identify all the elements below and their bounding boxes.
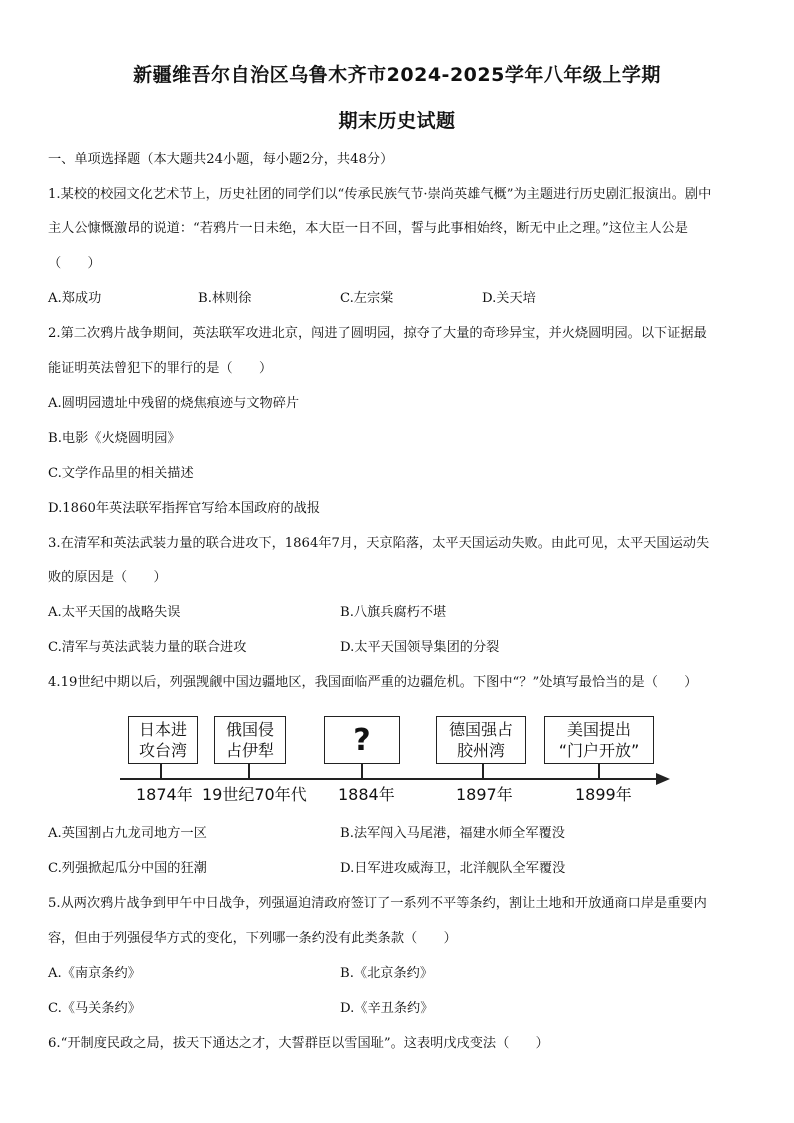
question-5-text: 容，但由于列强侵华方式的变化，下列哪一条约没有此类条款（ ）: [48, 931, 457, 946]
timeline-box-text: 美国提出: [566, 720, 631, 739]
q5-option-b: B.《北京条约》: [340, 966, 434, 981]
section-heading: 一、单项选择题（本大题共24小题，每小题2分，共48分）: [48, 152, 394, 167]
question-2-text: 能证明英法曾犯下的罪行的是（ ）: [48, 361, 273, 376]
question-3-text: 败的原因是（ ）: [48, 570, 167, 585]
timeline-year: 1899年: [575, 785, 632, 804]
question-mark: ?: [353, 722, 371, 758]
q4-option-a: A.英国割占九龙司地方一区: [48, 826, 207, 841]
question-6-text: 6.“开制度民政之局，拔天下通达之才，大誓群臣以雪国耻”。这表明戊戌变法（ ）: [48, 1036, 549, 1051]
timeline-box-text: 俄国侵: [225, 720, 274, 739]
timeline-box-1897: [436, 716, 526, 764]
timeline-box-text: “门户开放”: [558, 741, 640, 760]
q1-option-a: A.郑成功: [48, 291, 102, 306]
timeline-diagram: [120, 712, 680, 804]
question-2-text: 2.第二次鸦片战争期间，英法联军攻进北京，闯进了圆明园，掠夺了大量的奇珍异宝，并火烧圆明园。以下证据最: [48, 326, 707, 341]
timeline-axis: [120, 778, 660, 780]
timeline-box-text: 攻台湾: [138, 741, 187, 760]
q5-option-c: C.《马关条约》: [48, 1001, 141, 1016]
question-1-text: 1.某校的校园文化艺术节上，历史社团的同学们以“传承民族气节·崇尚英雄气概”为主题进行历史剧汇报演出。剧中: [48, 187, 712, 202]
q4-option-d: D.日军进攻威海卫，北洋舰队全军覆没: [340, 861, 566, 876]
timeline-box-question: [324, 716, 400, 764]
timeline-box-text: 德国强占: [448, 720, 513, 739]
exam-subtitle: 期末历史试题: [338, 110, 456, 132]
question-3-text: 3.在清军和英法武装力量的联合进攻下，1864年7月，天京陷落，太平天国运动失败。由此可见，太平天国运动失: [48, 536, 710, 551]
timeline-box-text: 日本进: [138, 720, 187, 739]
q5-option-a: A.《南京条约》: [48, 966, 141, 981]
timeline-box-1899: [544, 716, 654, 764]
q1-option-b: B.林则徐: [198, 291, 252, 306]
q2-option-a: A.圆明园遗址中残留的烧焦痕迹与文物碎片: [48, 396, 300, 411]
q3-option-d: D.太平天国领导集团的分裂: [340, 640, 500, 655]
timeline-arrow-icon: [656, 773, 670, 785]
q2-option-c: C.文学作品里的相关描述: [48, 466, 194, 481]
q1-option-c: C.左宗棠: [340, 291, 394, 306]
timeline-box-text: 占伊犁: [225, 741, 274, 760]
timeline-box-1870s: [214, 716, 286, 764]
timeline-box-1874: [128, 716, 198, 764]
q2-option-d: D.1860年英法联军指挥官写给本国政府的战报: [48, 501, 321, 516]
q4-option-c: C.列强掀起瓜分中国的狂潮: [48, 861, 207, 876]
question-1-blank: （ ）: [48, 256, 101, 271]
q3-option-b: B.八旗兵腐朽不堪: [340, 605, 447, 620]
question-5-text: 5.从两次鸦片战争到甲午中日战争，列强逼迫清政府签订了一系列不平等条约，割让土地和开放通商口岸是重要内: [48, 896, 707, 911]
q2-option-b: B.电影《火烧圆明园》: [48, 431, 181, 446]
question-1-text: 主人公慷慨激昂的说道：“若鸦片一日未绝，本大臣一日不回，誓与此事相始终，断无中止之理。”这位主人公是: [48, 221, 688, 236]
q1-option-d: D.关天培: [482, 291, 536, 306]
q5-option-d: D.《辛丑条约》: [340, 1001, 434, 1016]
q4-option-b: B.法军闯入马尾港，福建水师全军覆没: [340, 826, 565, 841]
question-4-text: 4.19世纪中期以后，列强觊觎中国边疆地区，我国面临严重的边疆危机。下图中“？”处填写最恰当的是（ ）: [48, 675, 698, 690]
timeline-year: 1874年: [136, 785, 193, 804]
q3-option-a: A.太平天国的战略失误: [48, 605, 181, 620]
exam-title: 新疆维吾尔自治区乌鲁木齐市2024-2025学年八年级上学期: [133, 64, 661, 86]
timeline-year: 1897年: [456, 785, 513, 804]
timeline-box-text: 胶州湾: [456, 741, 505, 760]
timeline-year: 1884年: [338, 785, 395, 804]
timeline-year: 19世纪70年代: [202, 785, 307, 804]
q3-option-c: C.清军与英法武装力量的联合进攻: [48, 640, 247, 655]
